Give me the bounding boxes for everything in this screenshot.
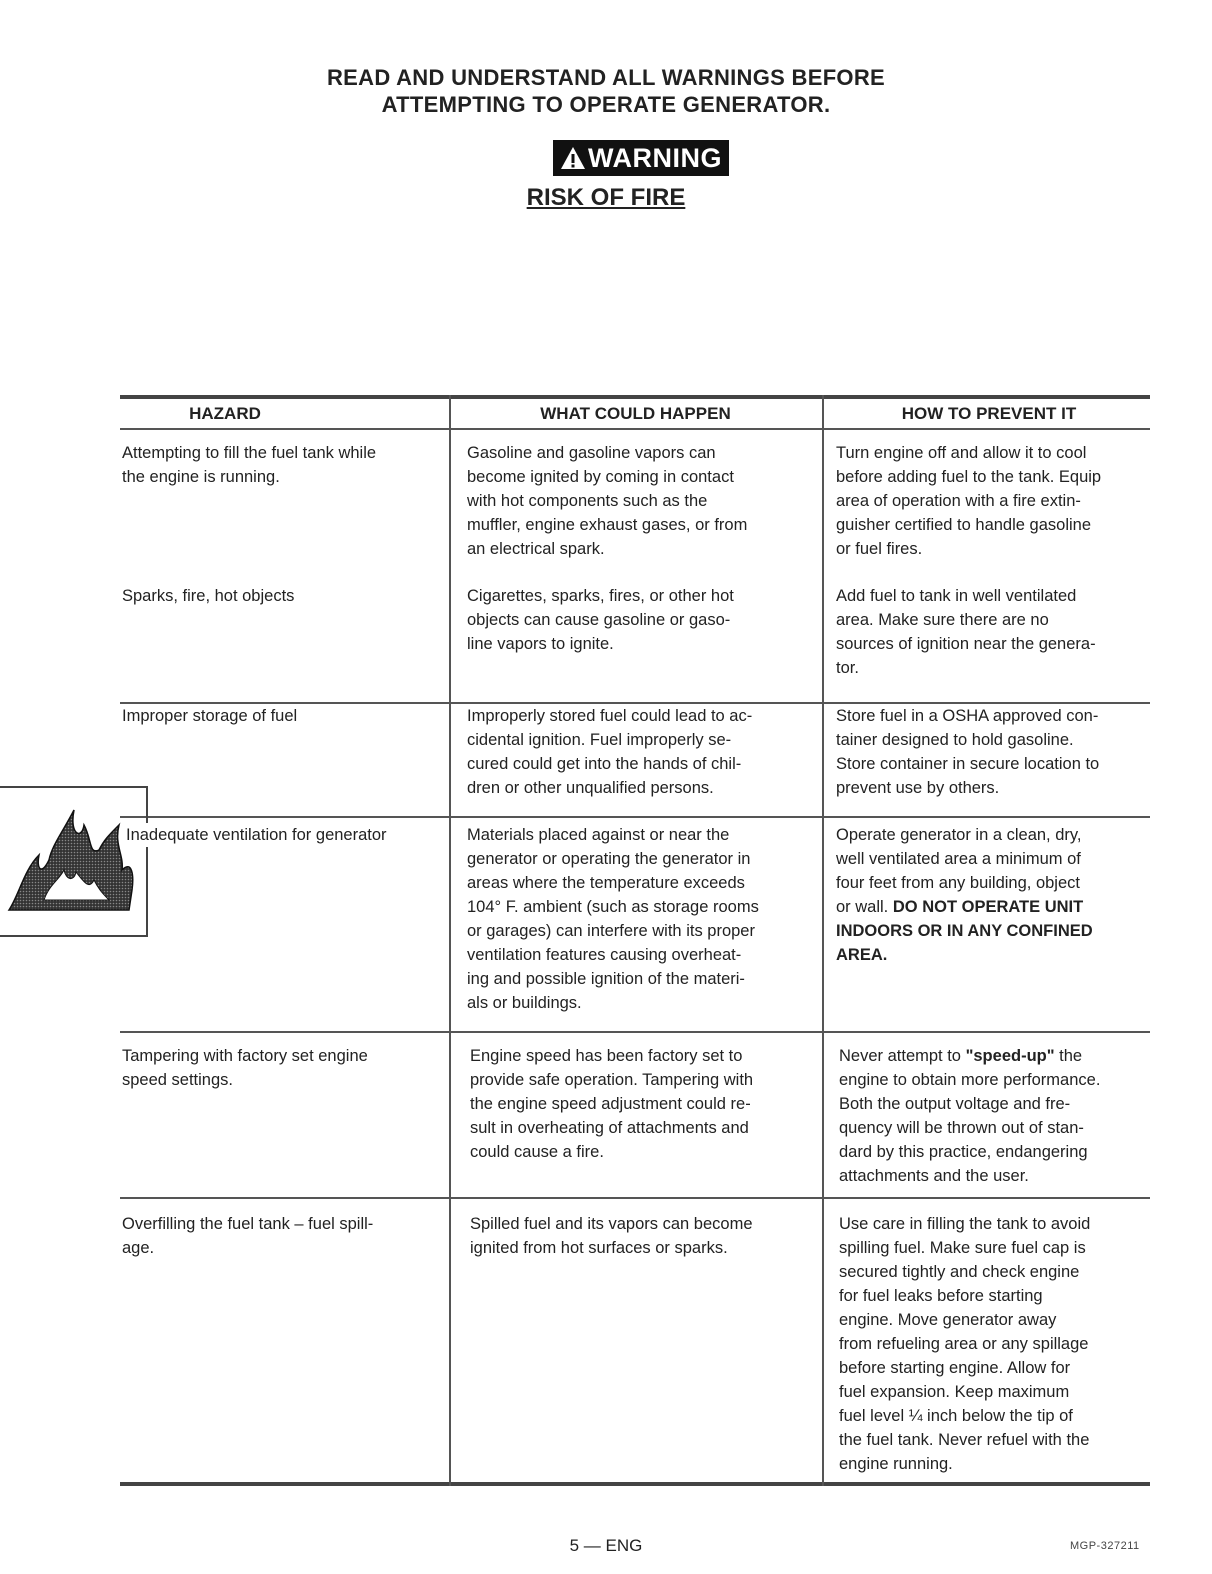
hazard-cell: Tampering with factory set engine speed settings.: [122, 1047, 368, 1089]
column-header-hazard: HAZARD: [189, 404, 261, 423]
table-top-rule: [120, 395, 1150, 399]
happen-cell: Cigarettes, sparks, fires, or other hot objects can cause gasoline or gaso- line vapors to ignite.: [467, 587, 734, 653]
risk-title: RISK OF FIRE: [526, 184, 686, 211]
warning-triangle-icon: [560, 146, 586, 170]
document-number: MGP-327211: [1070, 1540, 1140, 1552]
prevent-text: Operate generator in a clean, dry, well ventilated area a minimum of four feet from any building, object or wall.: [836, 826, 1082, 916]
column-header-prevent: HOW TO PREVENT IT: [901, 404, 1077, 423]
header-rule: [120, 428, 1150, 430]
prevent-cell: Store fuel in a OSHA approved con- tainer designed to hold gasoline. Store container in secure location to prevent use by others.: [836, 707, 1100, 797]
flame-icon-box: [0, 786, 148, 937]
hazard-cell: Sparks, fire, hot objects: [122, 587, 295, 605]
warning-label-text: WARNING: [588, 142, 722, 173]
prevent-bold-warning: DO NOT OPERATE UNIT INDOORS OR IN ANY CONFINED AREA.: [836, 898, 1093, 964]
hazard-cell: Overfilling the fuel tank – fuel spill- age.: [122, 1215, 374, 1257]
hazard-cell: Improper storage of fuel: [122, 707, 298, 725]
prevent-cell: Turn engine off and allow it to cool before adding fuel to the tank. Equip area of operation with a fire extin- guisher certified to handle gasoline or fuel fires.: [836, 444, 1102, 558]
heading-line-2: ATTEMPTING TO OPERATE GENERATOR.: [381, 92, 831, 117]
prevent-text-pre: Never attempt to: [839, 1047, 966, 1065]
happen-cell: Improperly stored fuel could lead to ac- cidental ignition. Fuel improperly se- cured could get into the hands of chil- dren or other unqualified persons.: [467, 707, 753, 797]
column-divider-2: [822, 395, 824, 1486]
prevent-bold-speed-up: "speed-up": [965, 1047, 1055, 1065]
page-number: 5 — ENG: [569, 1536, 643, 1555]
prevent-text-post: the engine to obtain more performance. Both the output voltage and fre- quency will be thrown out of stan- dard by this practice, endangering attachments and the user.: [839, 1047, 1101, 1185]
page-heading: [0, 64, 1212, 118]
happen-cell: Spilled fuel and its vapors can become ignited from hot surfaces or sparks.: [470, 1215, 753, 1257]
prevent-cell: [839, 1044, 1100, 1188]
heading-line-1: READ AND UNDERSTAND ALL WARNINGS BEFORE: [326, 65, 886, 90]
warning-label: [553, 140, 729, 176]
flame-icon: [4, 800, 144, 920]
hazard-cell: Inadequate ventilation for generator: [122, 823, 387, 847]
column-divider-1: [449, 395, 451, 1486]
prevent-cell: [836, 823, 1093, 967]
column-header-happen: WHAT COULD HAPPEN: [540, 404, 731, 423]
hazard-cell: Attempting to fill the fuel tank while the engine is running.: [122, 444, 377, 486]
prevent-cell: Use care in filling the tank to avoid spilling fuel. Make sure fuel cap is secured tightly and check engine for fuel leaks before starting engine. Move generator away from refueling area or any spillage before starting engine. Allow for fuel expansion. Keep maximum fuel level ¼ inch below the tip of the fuel tank. Never refuel with the engine running.: [839, 1215, 1091, 1473]
table-bottom-rule: [120, 1482, 1150, 1486]
row-rule-3: [120, 1031, 1150, 1033]
happen-cell: Engine speed has been factory set to provide safe operation. Tampering with the engine speed adjustment could re- sult in overheating of attachments and could cause a fire.: [470, 1047, 754, 1161]
happen-cell: Gasoline and gasoline vapors can become ignited by coming in contact with hot components such as the muffler, engine exhaust gases, or from an electrical spark.: [467, 444, 748, 558]
row-rule-4: [120, 1197, 1150, 1199]
prevent-cell: Add fuel to tank in well ventilated area. Make sure there are no sources of ignition near the genera- tor.: [836, 587, 1096, 677]
happen-cell: Materials placed against or near the generator or operating the generator in areas where the temperature exceeds 104° F. ambient (such as storage rooms or garages) can interfere with its proper ventilation features causing overheat- ing and possible ignition of the materi- als or buildings.: [467, 826, 759, 1012]
row-rule-2: [120, 816, 1150, 818]
